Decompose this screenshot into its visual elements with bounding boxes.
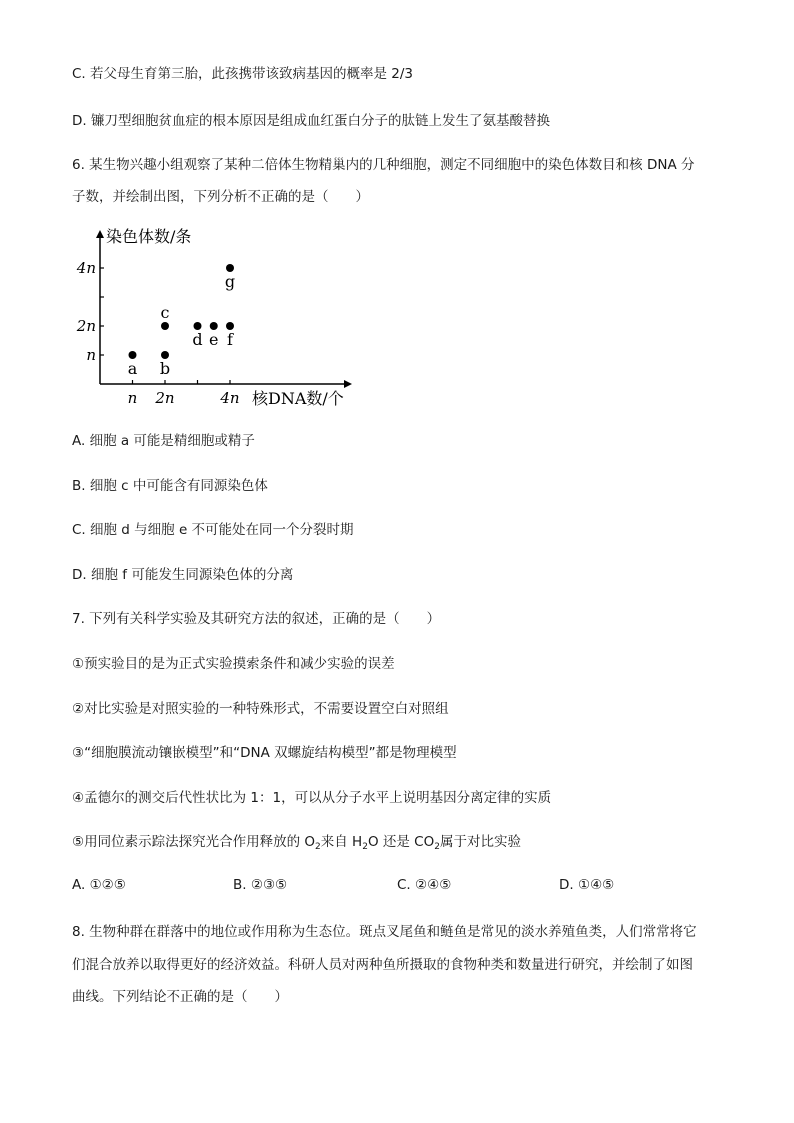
q7-options [72, 877, 732, 897]
data-point-e [210, 322, 218, 330]
data-point-b [161, 351, 169, 359]
q7-item-2: ②对比实验是对照实验的一种特殊形式，不需要设置空白对照组 [72, 701, 449, 717]
q6-stem-line1: 6. 某生物兴趣小组观察了某种二倍体生物精巢内的几种细胞，测定不同细胞中的染色体数目和核 DNA 分 [72, 157, 695, 173]
q6-option-a: A. 细胞 a 可能是精细胞或精子 [72, 433, 255, 449]
q7-stem: 7. 下列有关科学实验及其研究方法的叙述，正确的是（ ） [72, 611, 441, 627]
point-label-b: b [159, 359, 171, 378]
prev-option-d: D. 镰刀型细胞贫血症的根本原因是组成血红蛋白分子的肽链上发生了氨基酸替换 [72, 113, 550, 129]
y-tick-label: n [86, 346, 96, 364]
q7-item-1: ①预实验目的是为正式实验摸索条件和减少实验的误差 [72, 656, 395, 672]
data-point-c [161, 322, 169, 330]
data-point-g [226, 264, 234, 272]
subscript: 2 [315, 842, 321, 852]
q8-stem-line2: 们混合放养以取得更好的经济效益。科研人员对两种鱼所摄取的食物种类和数量进行研究，并绘制了如图 [72, 957, 693, 973]
q8-stem-line1: 8. 生物种群在群落中的地位或作用称为生态位。斑点叉尾鱼和鲢鱼是常见的淡水养殖鱼类，人们常常将它 [72, 924, 697, 940]
point-label-f: f [227, 330, 233, 349]
item5-text-mid2: O 还是 CO [367, 834, 435, 850]
q7-option-b: B. ②③⑤ [233, 877, 288, 893]
point-label-a: a [127, 359, 138, 378]
point-label-g: g [224, 272, 236, 291]
q6-stem-line2: 子数，并绘制出图，下列分析不正确的是（ ） [72, 189, 369, 205]
chart-svg [72, 222, 372, 412]
item5-text-pre: ⑤用同位素示踪法探究光合作用释放的 O [72, 834, 316, 850]
y-tick-label: 4n [76, 259, 96, 277]
q7-item-3: ③“细胞膜流动镶嵌模型”和“DNA 双螺旋结构模型”都是物理模型 [72, 745, 457, 761]
x-axis-label: 核DNA数/个 [252, 389, 344, 408]
data-point-d [194, 322, 202, 330]
q7-item-4: ④孟德尔的测交后代性状比为 1：1，可以从分子水平上说明基因分离定律的实质 [72, 790, 552, 806]
q7-item-5 [72, 832, 521, 857]
data-point-a [129, 351, 137, 359]
q6-option-c: C. 细胞 d 与细胞 e 不可能处在同一个分裂时期 [72, 522, 354, 538]
point-label-d: d [192, 330, 203, 349]
q7-option-d: D. ①④⑤ [559, 877, 615, 893]
x-tick-label: 2n [155, 389, 175, 407]
q7-option-c: C. ②④⑤ [397, 877, 452, 893]
x-tick-label: n [127, 389, 138, 407]
q6-option-b: B. 细胞 c 中可能含有同源染色体 [72, 478, 268, 494]
subscript: 2 [434, 842, 440, 852]
q8-stem-line3: 曲线。下列结论不正确的是（ ） [72, 989, 288, 1005]
data-point-f [226, 322, 234, 330]
item5-text-post: 属于对比实验 [439, 834, 521, 850]
q7-option-a: A. ①②⑤ [72, 877, 126, 893]
prev-option-c: C. 若父母生育第三胎，此孩携带该致病基因的概率是 2/3 [72, 66, 414, 82]
point-label-c: c [160, 303, 170, 322]
point-label-e: e [209, 330, 219, 349]
q6-scatter-chart [72, 222, 372, 412]
y-axis-label: 染色体数/条 [106, 227, 192, 246]
y-tick-label: 2n [76, 317, 96, 335]
q6-option-d: D. 细胞 f 可能发生同源染色体的分离 [72, 567, 294, 583]
subscript: 2 [362, 842, 368, 852]
item5-text-mid1: 来自 H [320, 834, 363, 850]
x-tick-label: 4n [220, 389, 240, 407]
